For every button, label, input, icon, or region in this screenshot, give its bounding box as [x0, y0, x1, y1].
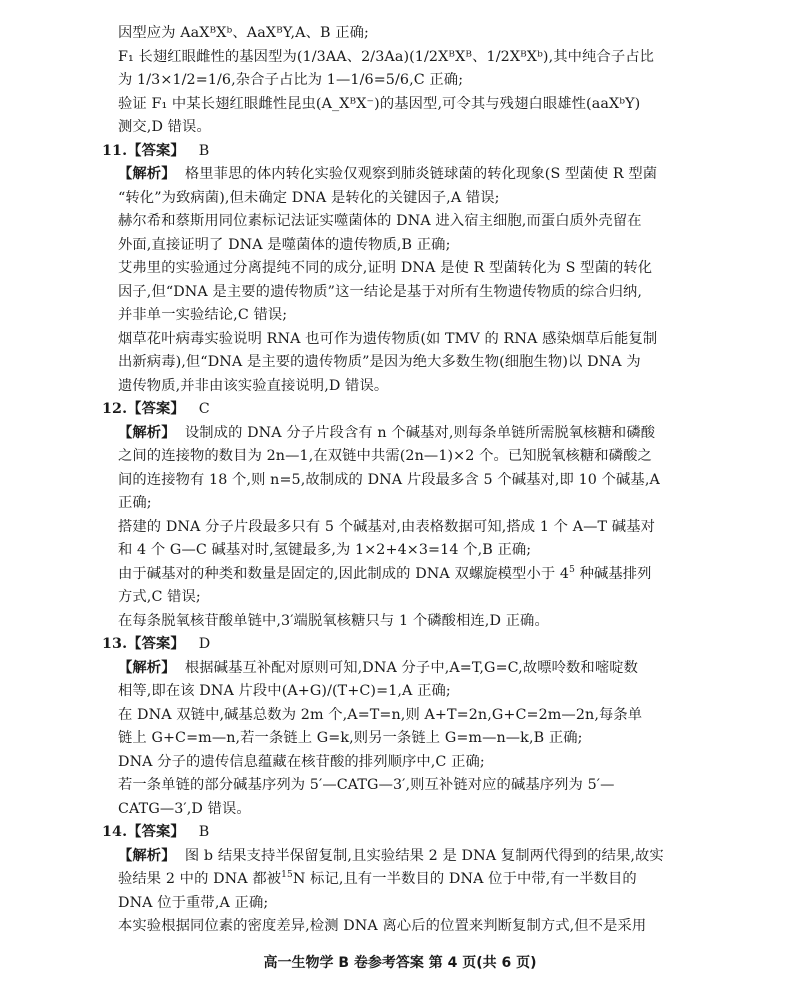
q13-analysis-label: 【解析】 [118, 659, 176, 676]
page-footer: 高一生物学 B 卷参考答案 第 4 页(共 6 页) [263, 955, 537, 971]
q12-line-4: 正确; [118, 495, 152, 511]
q12-analysis-label: 【解析】 [118, 424, 176, 441]
q12-line-8: 方式,C 错误; [118, 589, 201, 605]
q14-line-3: DNA 位于重带,A 正确; [118, 894, 269, 911]
q13-line-1: 【解析】 根据碱基互补配对原则可知,DNA 分子中,A=T,G=C,故嘌呤数和嘧啶数 [118, 659, 639, 676]
q11-line-3: 赫尔希和蔡斯用同位素标记法证实噬菌体的 DNA 进入宿主细胞,而蛋白质外壳留在 [118, 213, 642, 229]
q14-number: 14.【答案】 [102, 824, 185, 840]
q14-answer-heading [90, 821, 720, 845]
q13-line-5: DNA 分子的遗传信息蕴藏在核苷酸的排列顺序中,C 正确; [118, 753, 485, 770]
q10-line-3: 为 1/3×1/2=1/6,杂合子占比为 1—1/6=5/6,C 正确; [118, 72, 464, 88]
q10-line-4: 验证 F₁ 中某长翅红眼雌性昆虫(A_XᴮX⁻)的基因型,可令其与残翅白眼雄性(aaXᵇY) [118, 95, 641, 112]
q12-line-1: 【解析】 设制成的 DNA 分子片段含有 n 个碱基对,则每条单链所需脱氧核糖和磷酸 [118, 424, 656, 441]
q13-answer: D [198, 636, 211, 652]
q13-line-2: 相等,即在该 DNA 片段中(A+G)/(T+C)=1,A 正确; [118, 683, 451, 699]
answer-content [90, 22, 720, 939]
q14-line-4: 本实验根据同位素的密度差异,检测 DNA 离心后的位置来判断复制方式,但不是采用 [118, 918, 647, 934]
q13-line-4: 链上 G+C=m—n,若一条链上 G=k,则另一条链上 G=m—n—k,B 正确; [118, 730, 583, 746]
q11-analysis-label: 【解析】 [118, 166, 176, 182]
q10-line-5: 测交,D 错误。 [118, 119, 211, 135]
q12-line-7: 由于碱基对的种类和数量是固定的,因此制成的 DNA 双螺旋模型小于 $4^5$ 种碱基排列 [118, 564, 652, 582]
q12-number: 12.【答案】 [102, 401, 185, 417]
q14-analysis-label: 【解析】 [118, 847, 176, 864]
q10-line-1: 因型应为 AaXᴮXᵇ、AaXᴮY,A、B 正确; [118, 25, 369, 41]
q11-line-4: 外面,直接证明了 DNA 是噬菌体的遗传物质,B 正确; [118, 236, 451, 253]
q11-line-6: 因子,但“DNA 是主要的遗传物质”这一结论是基于对所有生物遗传物质的综合归纳, [118, 283, 643, 300]
q11-line-5: 艾弗里的实验通过分离提纯不同的成分,证明 DNA 是使 R 型菌转化为 S 型菌的转化 [118, 260, 653, 276]
q11-line-10: 遗传物质,并非由该实验直接说明,D 错误。 [118, 377, 389, 394]
q13-line-7: CATG—3′,D 错误。 [118, 800, 251, 817]
q11-line-9: 出新病毒),但“DNA 是主要的遗传物质”是因为绝大多数生物(细胞生物)以 DNA 为 [118, 354, 641, 370]
q12-line-2: 之间的连接物的数目为 2n—1,在双链中共需(2n—1)×2 个。已知脱氧核糖和磷酸之 [118, 448, 652, 464]
q10-line-2: F₁ 长翅红眼雌性的基因型为(1/3AA、2/3Aa)(1/2XᴮXᴮ、1/2XᴮXᵇ),其中纯合子占比 [118, 48, 655, 65]
q12-line-5: 搭建的 DNA 分子片段最多只有 5 个碱基对,由表格数据可知,搭成 1 个 A—T 碱基对 [118, 518, 656, 535]
q11-number: 11.【答案】 [102, 142, 185, 159]
q13-line-6: 若一条单链的部分碱基序列为 5′—CATG—3′,则互补链对应的碱基序列为 5′— [118, 777, 615, 793]
q11-line-1: 【解析】 格里菲思的体内转化实验仅观察到肺炎链球菌的转化现象(S 型菌使 R 型菌 [118, 166, 658, 182]
q12-line-3: 间的连接物有 18 个,则 n=5,故制成的 DNA 片段最多含 5 个碱基对,即 10 个碱基,A [118, 471, 660, 488]
q14-line-1: 【解析】 图 b 结果支持半保留复制,且实验结果 2 是 DNA 复制两代得到的结果,故实 [118, 847, 664, 864]
q14-line-2: 验结果 2 中的 DNA 都被$^{15}$N 标记,且有一半数目的 DNA 位于中带,有一半数目的 [118, 870, 637, 887]
q11-line-7: 并非单一实验结论,C 错误; [118, 307, 288, 323]
q14-answer: B [198, 824, 210, 840]
q11-answer-heading [90, 140, 720, 164]
q12-line-6: 和 4 个 G—C 碱基对时,氢键最多,为 1×2+4×3=14 个,B 正确; [118, 542, 532, 558]
q11-line-2: “转化”为致病菌),但未确定 DNA 是转化的关键因子,A 错误; [118, 189, 500, 206]
q12-answer-heading [90, 398, 720, 422]
q12-line-9: 在每条脱氧核苷酸单链中,3′端脱氧核糖只与 1 个磷酸相连,D 正确。 [118, 612, 549, 629]
q13-answer-heading [90, 633, 720, 657]
q13-line-3: 在 DNA 双链中,碱基总数为 2m 个,A=T=n,则 A+T=2n,G+C=2m—2n,每条单 [118, 706, 643, 723]
q11-line-8: 烟草花叶病毒实验说明 RNA 也可作为遗传物质(如 TMV 的 RNA 感染烟草后能复制 [118, 330, 658, 347]
q12-answer: C [198, 401, 210, 417]
q13-number: 13.【答案】 [102, 636, 185, 652]
q11-answer: B [198, 142, 210, 159]
